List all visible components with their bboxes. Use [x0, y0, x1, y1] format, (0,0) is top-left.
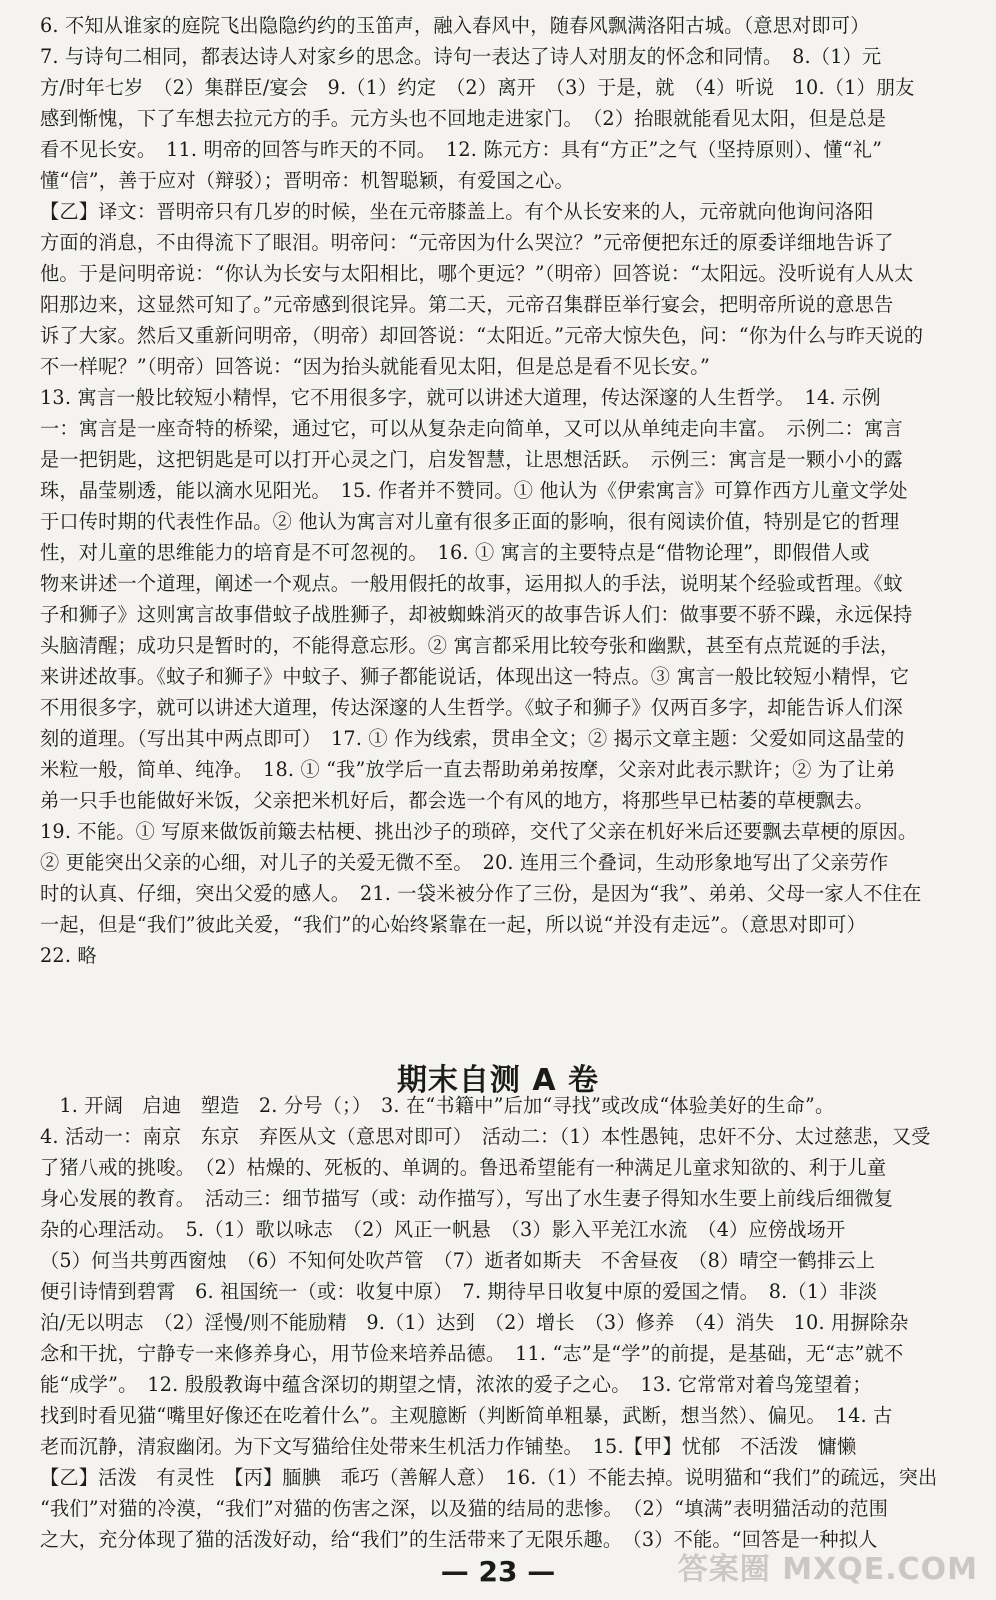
section-title: 期末自测 A 卷 — [396, 1063, 600, 1098]
text-line: 诉了大家。然后又重新问明帝，（明帝）却回答说：“太阳近。”元帝大惊失色，问：“你为什么与昨天说的 — [40, 324, 924, 347]
text-line: 子和狮子》这则寓言故事借蚊子战胜狮子，却被蜘蛛消灭的故事告诉人们：做事要不骄不躁，永远保持 — [40, 603, 913, 626]
text-line: 4. 活动一：南京 东京 弃医从文（意思对即可） 活动二：（1）本性愚钝，忠奸不分、太过慈悲，又受 — [40, 1125, 931, 1148]
text-line: 刻的道理。（写出其中两点即可） 17. ① 作为线索，贯串全文；② 揭示文章主题：父爱如同这晶莹的 — [40, 727, 905, 750]
text-line: 方面的消息，不由得流下了眼泪。明帝问：“元帝因为什么哭泣？”元帝便把东迁的原委详细地告诉了 — [40, 231, 894, 254]
text-line: 能“成学”。 12. 殷殷教诲中蕴含深切的期望之情，浓浓的爱子之心。 13. 它常常对着鸟笼望着； — [40, 1373, 872, 1396]
text-line: 找到时看见猫“嘴里好像还在吃着什么”。主观臆断（判断简单粗暴，武断，想当然）、偏见。 14. 古 — [40, 1404, 893, 1427]
text-line: 头脑清醒；成功只是暂时的，不能得意忘形。② 寓言都采用比较夸张和幽默，甚至有点荒诞的手法， — [40, 634, 900, 657]
text-line: 他。于是问明帝说：“你认为长安与太阳相比，哪个更远？”（明帝）回答说：“太阳远。没听说有人从太 — [40, 262, 914, 285]
text-line: 物来讲述一个道理，阐述一个观点。一般用假托的故事，运用拟人的手法，说明某个经验或哲理。《蚊 — [40, 572, 903, 595]
text-line: 时的认真、仔细，突出父爱的感人。 21. 一袋米被分作了三份，是因为“我”、弟弟、父母一家人不住在 — [40, 882, 922, 905]
text-line: 懂“信”，善于应对（辩驳）；晋明帝：机智聪颖，有爱国之心。 — [40, 169, 574, 192]
answers-section-previous — [40, 10, 960, 971]
watermark-logo: 答案圈 MXQE.COM — [677, 1552, 978, 1587]
text-line: 阳那边来，这显然可知了。”元帝感到很诧异。第二天，元帝召集群臣举行宴会，把明帝所说的意思告 — [40, 293, 894, 316]
text-line: 便引诗情到碧霄 6. 祖国统一（或：收复中原） 7. 期待早日收复中原的爱国之情。 8.（1）非淡 — [40, 1280, 878, 1303]
text-line: 22. 略 — [40, 944, 97, 967]
text-line: 是一把钥匙，这把钥匙是可以打开心灵之门，启发智慧，让思想活跃。 示例三：寓言是一颗小小的露 — [40, 448, 903, 471]
text-line: 方/时年七岁 （2）集群臣/宴会 9.（1）约定 （2）离开 （3）于是，就 （4）听说 10.（1）朋友 — [40, 76, 915, 99]
text-line: 身心发展的教育。 活动三：细节描写（或：动作描写），写出了水生妻子得知水生要上前线后细微复 — [40, 1187, 894, 1210]
text-line: 了猪八戒的挑唆。 （2）枯燥的、死板的、单调的。鲁迅希望能有一种满足儿童求知欲的、利于儿童 — [40, 1156, 887, 1179]
text-line: ② 更能突出父亲的心细，对儿子的关爱无微不至。 20. 连用三个叠词，生动形象地写出了父亲劳作 — [40, 851, 889, 874]
text-line: 杂的心理活动。 5.（1）歌以咏志 （2）风正一帆悬 （3）影入平羌江水流 （4）应傍战场开 — [40, 1218, 846, 1241]
text-line: 弟一只手也能做好米饭，父亲把米机好后，都会选一个有风的地方，将那些早已枯萎的草梗飘去。 — [40, 789, 874, 812]
text-line: 来讲述故事。《蚊子和狮子》中蚊子、狮子都能说话，体现出这一特点。③ 寓言一般比较短小精悍，它 — [40, 665, 910, 688]
answers-section-final-test-a — [40, 1090, 960, 1555]
text-line: 珠，晶莹剔透，能以滴水见阳光。 15. 作者并不赞同。① 他认为《伊索寓言》可算作西方儿童文学处 — [40, 479, 908, 502]
text-line: 老而沉静，清寂幽闭。为下文写猫给住处带来生机活力作铺垫。 15.【甲】忧郁 不活泼 慵懒 — [40, 1435, 857, 1458]
text-line: 米粒一般，简单、纯净。 18. ① “我”放学后一直去帮助弟弟按摩，父亲对此表示默许；② 为了让弟 — [40, 758, 896, 781]
text-line: 念和干扰，宁静专一来修养身心，用节俭来培养品德。 11. “志”是“学”的前提，是基础，无“志”就不 — [40, 1342, 904, 1365]
page-number: — 23 — — [440, 1555, 556, 1588]
text-line: 不用很多字，就可以讲述大道理，传达深邃的人生哲学。《蚊子和狮子》仅两百多字，却能告诉人们深 — [40, 696, 903, 719]
text-line: 之大，充分体现了猫的活泼好动，给“我们”的生活带来了无限乐趣。 （3）不能。“回答是一种拟人 — [40, 1528, 878, 1551]
text-line: 13. 寓言一般比较短小精悍，它不用很多字，就可以讲述大道理，传达深邃的人生哲学。 14. 示例 — [40, 386, 881, 409]
text-line: 一起，但是“我们”彼此关爱，“我们”的心始终紧靠在一起，所以说“并没有走远”。（意思对即可） — [40, 913, 866, 936]
text-line: “我们”对猫的冷漠，“我们”对猫的伤害之深，以及猫的结局的悲惨。 （2）“填满”表明猫活动的范围 — [40, 1497, 889, 1520]
text-line: 1. 开阔 启迪 塑造 2. 分号（；） 3. 在“书籍中”后加“寻找”或改成“体验美好的生命”。 — [40, 1094, 835, 1117]
text-line: （5）何当共剪西窗烛 （6）不知何处吹芦管 （7）逝者如斯夫 不舍昼夜 （8）晴空一鹤排云上 — [40, 1249, 876, 1272]
text-line: 7. 与诗句二相同，都表达诗人对家乡的思念。诗句一表达了诗人对朋友的怀念和同情。 8.（1）元 — [40, 45, 882, 68]
text-line: 泊/无以明志 （2）淫慢/则不能励精 9.（1）达到 （2）增长 （3）修养 （4）消失 10. 用摒除杂 — [40, 1311, 909, 1334]
text-line: 一：寓言是一座奇特的桥梁，通过它，可以从复杂走向简单，又可以从单纯走向丰富。 示例二：寓言 — [40, 417, 903, 440]
text-line: 感到惭愧，下了车想去拉元方的手。元方头也不回地走进家门。 （2）抬眼就能看见太阳，但是总是 — [40, 107, 887, 130]
text-line: 19. 不能。① 写原来做饭前簸去枯梗、挑出沙子的琐碎，交代了父亲在机好米后还要飘去草梗的原因。 — [40, 820, 918, 843]
text-line: 6. 不知从谁家的庭院飞出隐隐约约的玉笛声，融入春风中，随春风飘满洛阳古城。（意思对即可） — [40, 14, 870, 37]
text-line: 不一样呢？”（明帝）回答说：“因为抬头就能看见太阳，但是总是看不见长安。” — [40, 355, 711, 378]
text-line: 【乙】活泼 有灵性 【丙】腼腆 乖巧（善解人意） 16.（1）不能去掉。说明猫和“我们”的疏远，突出 — [40, 1466, 938, 1489]
text-line: 【乙】译文：晋明帝只有几岁的时候，坐在元帝膝盖上。有个从长安来的人，元帝就向他询问洛阳 — [40, 200, 874, 223]
text-line: 看不见长安。 11. 明帝的回答与昨天的不同。 12. 陈元方：具有“方正”之气（坚持原则）、懂“礼” — [40, 138, 883, 161]
text-line: 于口传时期的代表性作品。② 他认为寓言对儿童有很多正面的影响，很有阅读价值，特别是它的哲理 — [40, 510, 900, 533]
text-line: 性，对儿童的思维能力的培育是不可忽视的。 16. ① 寓言的主要特点是“借物论理”，即假借人或 — [40, 541, 870, 564]
